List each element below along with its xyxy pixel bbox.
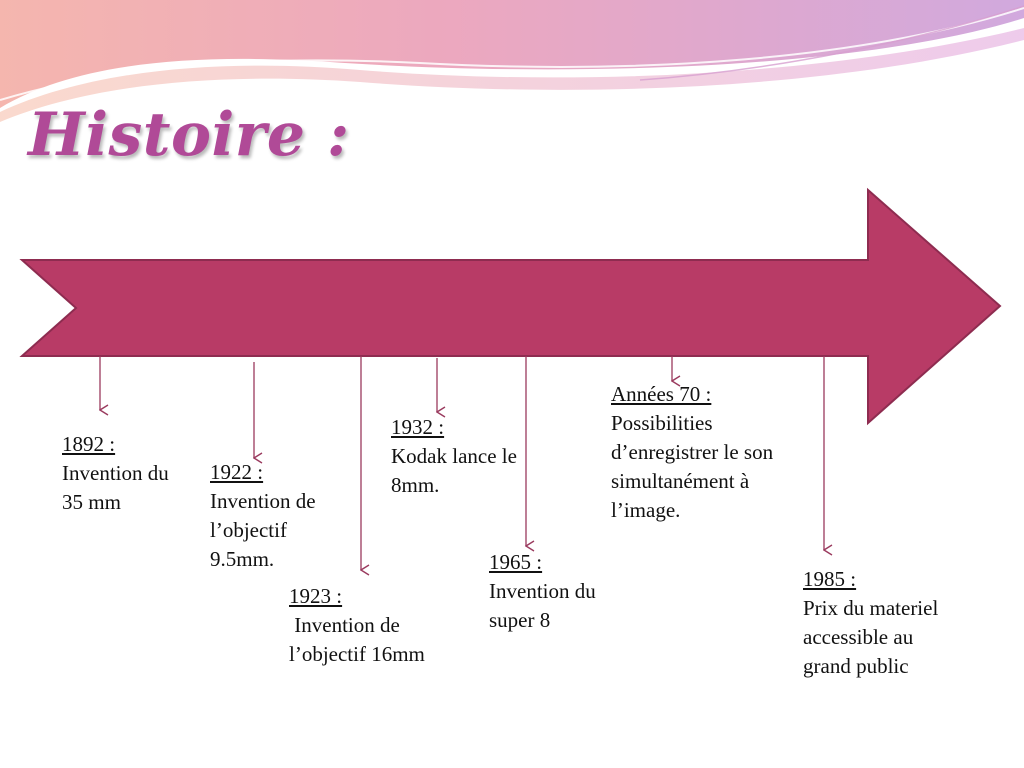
event-text: Invention du super 8 xyxy=(489,579,596,632)
event-date: 1923 : xyxy=(289,584,343,608)
slide-title: Histoire : xyxy=(28,100,350,170)
event-text: Possibilities d’enregistrer le son simultanément à l’image. xyxy=(611,411,774,522)
event-1923 xyxy=(289,582,469,669)
timeline-arrow xyxy=(22,190,1000,423)
event-text: Kodak lance le 8mm. xyxy=(391,444,517,497)
event-1932 xyxy=(391,413,526,500)
event-text: Prix du materiel accessible au grand public xyxy=(803,596,939,678)
event-annees-70 xyxy=(611,380,793,525)
event-date: Années 70 : xyxy=(611,382,712,406)
event-text: Invention de l’objectif 16mm xyxy=(289,613,425,666)
event-1965 xyxy=(489,548,629,635)
event-text: Invention du 35 mm xyxy=(62,461,169,514)
event-date: 1932 : xyxy=(391,415,445,439)
event-date: 1892 : xyxy=(62,432,116,456)
event-1985 xyxy=(803,565,953,681)
event-date: 1922 : xyxy=(210,460,264,484)
event-1922 xyxy=(210,458,352,574)
event-text: Invention de l’objectif 9.5mm. xyxy=(210,489,316,571)
event-date: 1965 : xyxy=(489,550,543,574)
event-1892 xyxy=(62,430,182,517)
event-date: 1985 : xyxy=(803,567,857,591)
